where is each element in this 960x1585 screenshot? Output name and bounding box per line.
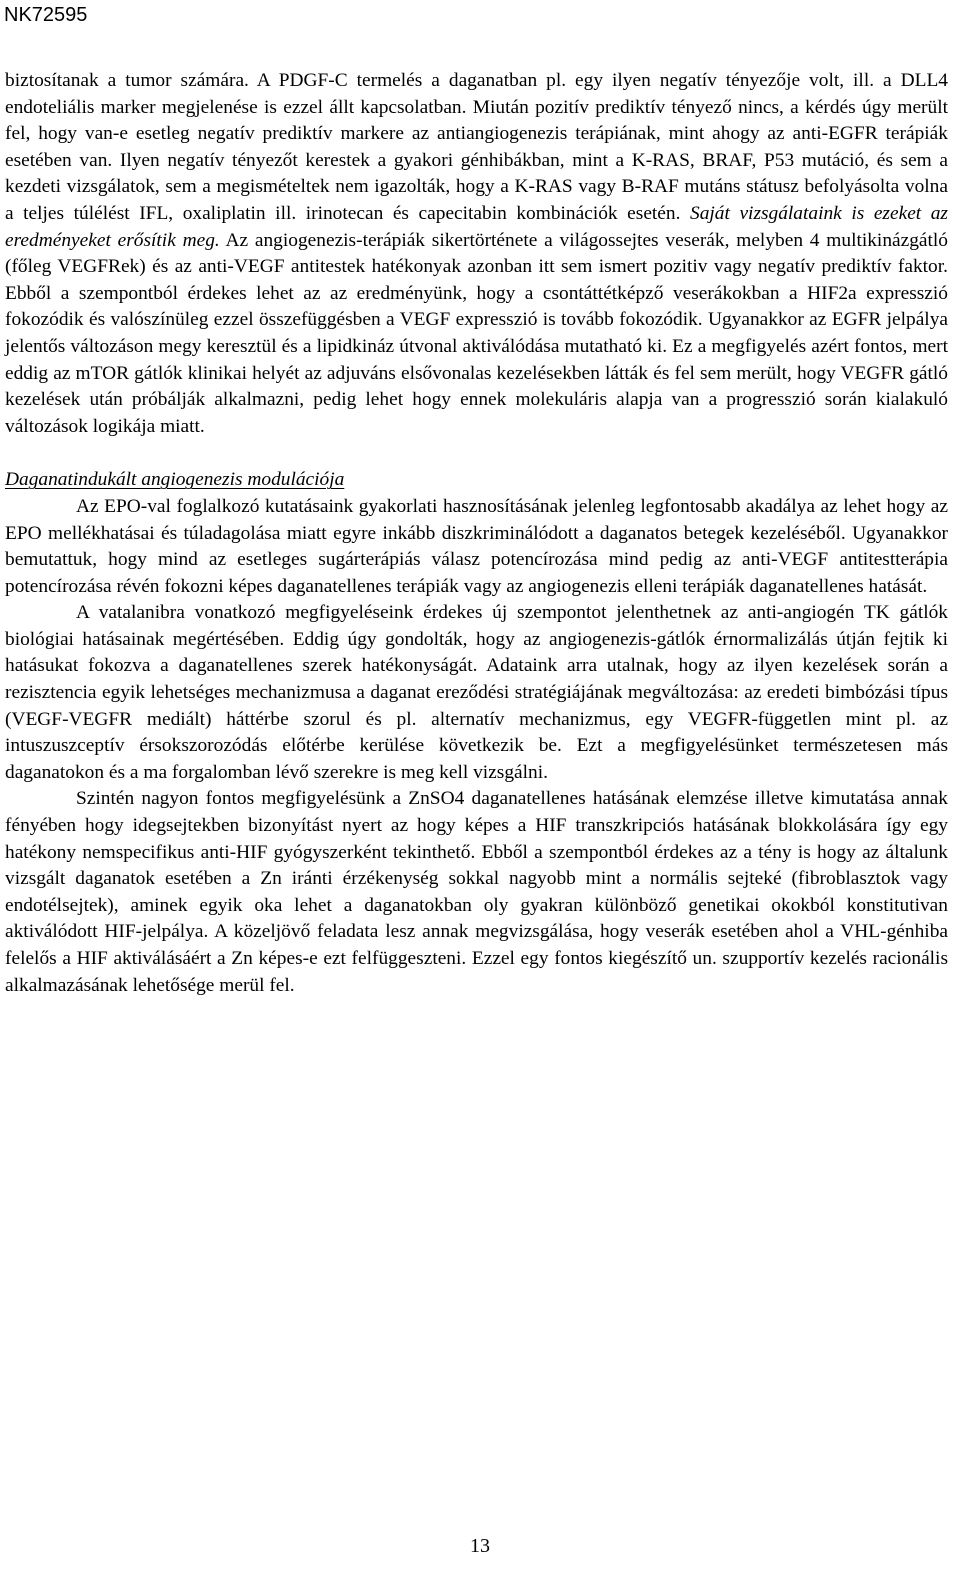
document-id: NK72595 <box>4 4 88 26</box>
page-body <box>5 68 948 999</box>
paragraph-intro-text: biztosítanak a tumor számára. A PDGF-C termelés a daganatban pl. egy ilyen negatív tényezője volt, ill. a DLL4 endoteliális marker megjelenése is ezzel állt kapcsolatban. Miután pozitív prediktív tényező nincs, a kérdés úgy merült fel, hogy van-e esetleg negatív prediktív markere az antiangiogenezis terápiának, mint ahogy az anti-EGFR terápiák esetében van. Ilyen negatív tényezőt kerestek a gyakori génhibákban, mint a K-RAS, BRAF, P53 mutáció, és sem a kezdeti vizsgálatok, sem a megismételtek nem igazolták, hogy a K-RAS vagy B-RAF mutáns státusz befolyásolta volna a teljes túlélést IFL, oxaliplatin ill. irinotecan és capecitabin kombinációk esetén. <box>5 70 948 224</box>
paragraph-vatalanib: A vatalanibra vonatkozó megfigyeléseink érdekes új szempontot jelenthetnek az anti-angiogén TK gátlók biológiai hatásainak megértésében. Eddig úgy gondolták, hogy az angiogenezis-gátlók érnormalizálás útján fejtik ki hatásukat fokozva a daganatellenes szerek hatékonyságát. Adataink arra utalnak, hogy az ilyen kezelések során a rezisztencia egyik lehetséges mechanizmusa a daganat ereződési stratégiájának megváltozása: az eredeti bimbózási típus (VEGF-VEGFR mediált) háttérbe szorul és pl. alternatív mechanizmus, egy VEGFR-független mint pl. az intuszuszceptív érsokszorozódás előtérbe kerülése következik be. Ezt a megfigyelésünket természetesen más daganatokon és a ma forgalomban lévő szerekre is meg kell vizsgálni. <box>5 602 948 783</box>
paragraph-epo: Az EPO-val foglalkozó kutatásaink gyakorlati hasznosításának jelenleg legfontosabb akadálya az lehet hogy az EPO mellékhatásai és túladagolása miatt egyre inkább diszkriminálódott a daganatos betegek kezeléséből. Ugyanakkor bemutattuk, hogy mind az esetleges sugárterápiás válasz potencírozása mind pedig az anti-VEGF antitestterápia potencírozása révén fokozni képes daganatellenes terápiák vagy az angiogenezis elleni terápiák daganatellenes hatását. <box>5 495 948 597</box>
page-number: 13 <box>470 1535 490 1557</box>
emphasized-sentence: Saját vizsgálataink is ezeket az eredményeket erősítik meg. <box>5 202 948 251</box>
paragraph-intro-continuation: Az angiogenezis-terápiák sikertörténete a világossejtes veserák, melyben 4 multikinázgátló (főleg VEGFRek) és az anti-VEGF antitestek hatékonyak azonban itt sem ismert pozitiv vagy negatív prediktív faktor. Ebből a szempontból érdekes lehet az az eredményünk, hogy a csontáttétképző veserákokban a HIF2a expresszió fokozódik és valószínüleg ezzel összefüggésben a VEGF expresszió is tovább fokozódik. Ugyanakkor az EGFR jelpálya jelentős változáson megy keresztül és a lipidkináz útvonal aktiválódása mutatható ki. Ez a megfigyelés azért fontos, mert eddig az mTOR gátlók klinikai helyét az adjuváns elsővonalas kezelésekben látták és fel sem merült, hogy VEGFR gátló kezelések után próbálják alkalmazni, pedig lehet hogy ennek molekuláris alapja van a progresszió során kialakuló változások logikája miatt. <box>5 229 948 437</box>
paragraph-intro <box>5 68 948 440</box>
section-heading: Daganatindukált angiogenezis modulációja <box>5 469 345 491</box>
paragraph-znso4: Szintén nagyon fontos megfigyelésünk a ZnSO4 daganatellenes hatásának elemzése illetve kimutatása annak fényében hogy idegsejtekben bizonyítást nyert az hogy képes a HIF transzkripciós hatásának blokkolására így egy hatékony nemspecifikus anti-HIF gyógyszerként tekinthető. Ebből a szempontból érdekes az a tény is hogy az általunk vizsgált daganatok esetében a Zn iránti érzékenység sokkal nagyobb mint a normális sejteké (fibroblasztok vagy endotélsejtek), aminek egyik oka lehet a daganatokban oly gyakran különböző genetikai okokból konstitutivan aktiválódott HIF-jelpálya. A közeljövő feladata lesz annak megvizsgálása, hogy veserák esetében ahol a VHL-génhiba felelős a HIF aktiválásáért a Zn képes-e ezt felfüggeszteni. Ezzel egy fontos kiegészítő un. szupportív kezelés racionális alkalmazásának lehetősége merül fel. <box>5 788 948 996</box>
